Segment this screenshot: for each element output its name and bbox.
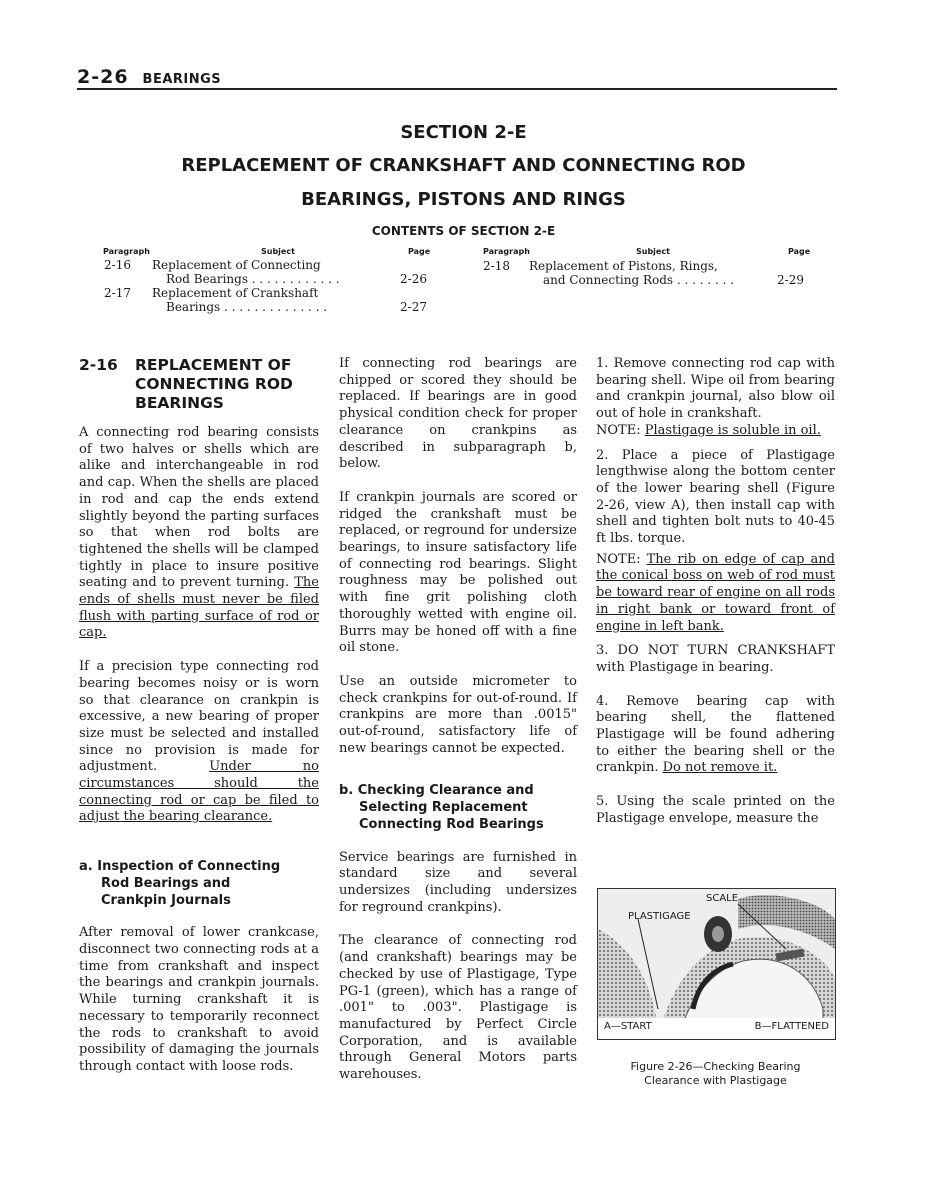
- section-label: SECTION 2-E: [400, 122, 527, 143]
- toc-header-page: Page: [408, 247, 431, 256]
- step-2: 2. Place a piece of Plastigage lengthwise along the bottom center of the lower bearing shell (Figure 2-26, view A), then install cap with shell and tighten bolt nuts to 40-45 ft lbs. torque.: [596, 447, 835, 547]
- step-5: 5. Using the scale printed on the Plastigage envelope, measure the: [596, 794, 835, 826]
- toc-entry-2-16-cont: Rod Bearings . . . . . . . . . . . . 2-26: [166, 272, 427, 286]
- toc-entry-2-18-cont: and Connecting Rods . . . . . . . . 2-29: [543, 273, 804, 287]
- header-rule: [77, 88, 837, 90]
- paragraph: The clearance of connecting rod (and crankshaft) bearings may be checked by use of Plastigage, Type PG-1 (green), which has a range of .001" to .003". Plastigage is manufactured by Perfect Circle Corporation, and is available through General Motors parts warehouses.: [339, 933, 577, 1083]
- section-title-line1: REPLACEMENT OF CRANKSHAFT AND CONNECTING ROD: [181, 155, 746, 176]
- contents-title: CONTENTS OF SECTION 2-E: [371, 224, 556, 238]
- figure-caption: Figure 2-26—Checking Bearing Clearance with Plastigage: [630, 1060, 801, 1087]
- paragraph: Use an outside micrometer to check crankpins for out-of-round. If crankpins are more than .0015" out-of-round, satisfactory life of new bearings cannot be expected.: [339, 673, 577, 756]
- step-3: 3. DO NOT TURN CRANKSHAFT with Plastigage in bearing.: [596, 643, 835, 675]
- subheading-a: a. Inspection of Connecting Rod Bearings and Crankpin Journals: [79, 859, 281, 908]
- toc-header-paragraph-2: Paragraph: [483, 247, 530, 256]
- note-2: NOTE: The rib on edge of cap and the conical boss on web of rod must be toward rear of engine on all rods in right bank or toward front of engine in left bank.: [596, 551, 835, 634]
- toc-header-paragraph: Paragraph: [103, 247, 150, 256]
- column-2: [339, 356, 577, 1084]
- step-4: 4. Remove bearing cap with bearing shell, the flattened Plastigage will be found adhering to either the bearing shell or the crankpin. Do not remove it.: [596, 693, 835, 776]
- paragraph: If crankpin journals are scored or ridged the crankshaft must be replaced, or reground for undersize bearings, to insure satisfactory life of connecting rod bearings. Slight roughness may be polished out with fine grit polishing cloth thoroughly wetted with engine oil. Burrs may be honed off with a fine oil stone.: [339, 489, 577, 656]
- toc-header-subject: Subject: [261, 247, 295, 256]
- figure-plastigage: [597, 888, 836, 1040]
- running-title: BEARINGS: [142, 72, 222, 87]
- section-title-line2: BEARINGS, PISTONS AND RINGS: [301, 189, 626, 210]
- label-flattened: B—FLATTENED: [754, 1021, 829, 1032]
- label-plastigage: PLASTIGAGE: [628, 911, 691, 922]
- toc-header-page-2: Page: [788, 247, 811, 256]
- paragraph: A connecting rod bearing consists of two halves or shells which are alike and interchangeable in rod and cap. When the shells are placed in rod and cap the ends extend slightly beyond the parting surfaces so that when rod bolts are tightened the shells will be clamped tightly in place to insure positive seating and to prevent turning. The ends of shells must never be filed flush with parting surface of rod or cap.: [79, 425, 319, 641]
- paragraph: If connecting rod bearings are chipped or scored they should be replaced. If bearings are in good physical condition check for proper clearance on crankpins as described in subparagraph b, below.: [339, 356, 577, 472]
- toc-header-subject-2: Subject: [636, 247, 670, 256]
- label-scale: SCALE: [706, 893, 739, 904]
- toc-entry-2-16: 2-16 Replacement of Connecting: [104, 258, 321, 272]
- subheading-b: b. Checking Clearance and Selecting Replacement Connecting Rod Bearings: [339, 783, 544, 832]
- label-start: A—START: [604, 1021, 652, 1032]
- step-1: 1. Remove connecting rod cap with bearing shell. Wipe oil from bearing and crankpin journal, also blow oil out of hole in crankshaft.: [596, 356, 835, 422]
- toc-entry-2-17-cont: Bearings . . . . . . . . . . . . . . 2-27: [166, 300, 427, 314]
- note-1: NOTE: Plastigage is soluble in oil.: [596, 422, 821, 438]
- page-number: 2-26: [77, 66, 129, 88]
- toc-entry-2-17: 2-17 Replacement of Crankshaft: [104, 286, 319, 300]
- heading-2-16: 2-16 REPLACEMENT OF CONNECTING ROD BEARINGS: [79, 356, 293, 412]
- toc-entry-2-18: 2-18 Replacement of Pistons, Rings,: [483, 259, 718, 273]
- paragraph: After removal of lower crankcase, disconnect two connecting rods at a time from crankshaft and inspect the bearings and crankpin journals. While turning crankshaft it is necessary to temporarily reconnect the rods to crankshaft to avoid possibility of damaging the journals through contact with loose rods.: [79, 925, 319, 1074]
- column-1: [79, 356, 319, 1076]
- column-3: [596, 356, 835, 828]
- paragraph: If a precision type connecting rod bearing becomes noisy or is worn so that clearance on crankpin is excessive, a new bearing of proper size must be selected and installed since no provision is made for adjustment. Under no circumstances should the connecting rod or cap be filed to adjust the bearing clearance.: [79, 659, 319, 825]
- page-header: [77, 66, 221, 88]
- paragraph: Service bearings are furnished in standard size and several undersizes (including undersizes for reground crankpins).: [339, 849, 577, 915]
